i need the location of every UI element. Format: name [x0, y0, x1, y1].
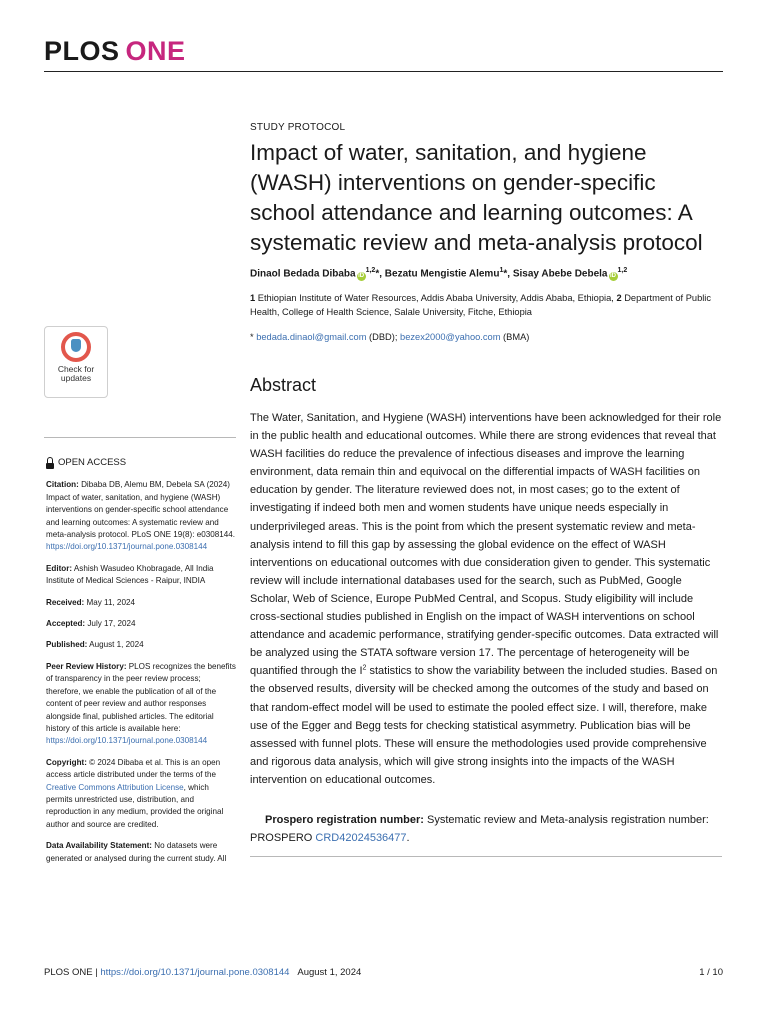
affil-text: Department of Public Health, College of Health Science, Salale University, Fitche, Ethiopia	[250, 293, 712, 317]
check-for-updates-badge[interactable]	[44, 326, 108, 398]
badge-label	[45, 365, 107, 383]
author-name[interactable]: Sisay Abebe Debela	[512, 268, 608, 280]
prospero-end: .	[406, 832, 410, 844]
received-block	[46, 597, 236, 609]
accepted-date: July 17, 2024	[85, 619, 136, 629]
open-access-label	[46, 457, 236, 469]
prospero-link[interactable]: CRD42024536477	[315, 832, 407, 844]
affil-text: Ethiopian Institute of Water Resources, Addis Ababa University, Addis Ababa, Ethiopia,	[257, 293, 614, 303]
data-availability-block	[46, 840, 236, 865]
license-link[interactable]: Creative Commons Attribution License	[46, 782, 184, 792]
article-type: STUDY PROTOCOL	[250, 122, 346, 133]
page-number: 1 / 10	[699, 967, 723, 978]
header-divider	[44, 71, 723, 72]
accepted-label: Accepted:	[46, 619, 86, 629]
logo-one: ONE	[125, 36, 186, 66]
affil-number: 2	[616, 293, 622, 303]
email-initials: (BMA)	[503, 332, 530, 342]
email-initials: (DBD);	[369, 332, 398, 342]
peer-review-link[interactable]: https://doi.org/10.1371/journal.pone.0308144	[46, 736, 208, 746]
copyright-block	[46, 757, 236, 831]
data-availability-text: No datasets were generated or analysed during the current study. All	[46, 841, 227, 863]
copyright-text: , which permits unrestricted use, distribution, and reproduction in any medium, provided the original author and source are credited.	[46, 782, 224, 829]
abstract-heading: Abstract	[250, 375, 317, 395]
affiliations	[250, 292, 720, 319]
peer-review-text: PLOS recognizes the benefits of transparency in the peer review process; therefore, we enable the publication of all of the content of peer review and author responses alongside final, published articles. The editorial history of this article is available here:	[46, 661, 236, 733]
orcid-icon[interactable]: iD	[610, 273, 616, 280]
footer-doi-link[interactable]: https://doi.org/10.1371/journal.pone.0308144	[100, 967, 290, 978]
copyright-text: © 2024 Dibaba et al. This is an open access article distributed under the terms of the	[46, 757, 221, 780]
open-access-text: OPEN ACCESS	[58, 457, 127, 468]
peer-review-block	[46, 661, 236, 748]
editor-label: Editor:	[46, 563, 73, 573]
published-block	[46, 639, 236, 651]
corresponding-star: *	[250, 332, 254, 342]
author-list: Dinaol Bedada Dibaba iD$^{1,2}$*, Bezatu Mengistie Alemu$^1$*, Sisay Abebe Debela iD$^{1,2}$	[250, 267, 628, 280]
orcid-icon[interactable]: iD	[358, 273, 365, 280]
data-availability-label: Data Availability Statement:	[46, 841, 152, 851]
badge-line: updates	[60, 373, 92, 383]
journal-logo	[44, 36, 186, 67]
footer-journal: PLOS ONE	[44, 967, 93, 978]
prospero-text: Systematic review and Meta-analysis registration number: PROSPERO	[250, 814, 709, 844]
author-name[interactable]: Dinaol Bedada Dibaba	[250, 268, 356, 280]
received-label: Received:	[46, 597, 85, 607]
editor-text: Ashish Wasudeo Khobragade, All India Institute of Medical Sciences - Raipur, INDIA	[46, 563, 214, 586]
corresponding-mark: *	[503, 268, 508, 280]
citation-text: Dibaba DB, Alemu BM, Debela SA (2024) Impact of water, sanitation, and hygiene (WASH) interventions on gender-specific school attendance and learning outcomes: A systematic review and meta-analysis protocol. PLoS ONE 19(8): e0308144.	[46, 480, 235, 540]
abstract-divider	[250, 856, 722, 857]
prospero-label: Prospero registration number:	[265, 814, 424, 826]
doi-link[interactable]: https://doi.org/10.1371/journal.pone.0308144	[46, 542, 208, 552]
author-affil-sup: 1,2	[365, 267, 376, 274]
citation-block	[46, 479, 236, 553]
author-name[interactable]: Bezatu Mengistie Alemu	[384, 268, 500, 280]
footer-separator: |	[92, 967, 101, 978]
email-link[interactable]: bedada.dinaol@gmail.com	[256, 332, 367, 342]
badge-line: Check for	[57, 364, 95, 374]
sidebar-divider	[44, 437, 236, 438]
article-info-sidebar	[46, 457, 236, 874]
citation-label: Citation:	[46, 480, 79, 490]
peer-review-label: Peer Review History:	[46, 661, 127, 671]
crossmark-icon	[61, 332, 91, 362]
article-title: Impact of water, sanitation, and hygiene (WASH) interventions on gender-specific school attendance and learning outcomes: A systematic review and meta-analysis protocol	[250, 140, 703, 255]
accepted-block	[46, 618, 236, 630]
copyright-label: Copyright:	[46, 757, 87, 767]
correspondence	[250, 332, 720, 342]
editor-block	[46, 563, 236, 588]
open-lock-icon	[46, 463, 54, 469]
logo-plos: PLOS	[44, 36, 120, 66]
abstract-text: The Water, Sanitation, and Hygiene (WASH) interventions have been acknowledged for their role in the public health and educational outcomes. While there are strong evidences that reveal that WASH facilities do reduce the prevalence of infectious diseases and improve the learning environment, data remain thin and equivocal on the differential impacts of WASH facilities on education by gender. The literature reviewed does not, in most cases; go to the extent of investigating if indeed both men and women students have unique needs especially in underprivileged areas. This is the point from which the present systematic review and meta-analysis intend to fill this gap by assessing the global evidence on the effect of WASH interventions on educational outcomes with due consideration given to gender. This systematic review will include international databases used for the search, such as PubMed, Google Scholar, Web of Science, Europe PubMed Central, and Scopus. Study eligibility will include cross-sectional studies published in English on the impact of WASH interventions on school attendance and academic performance, stratifying gender-specific outcomes. Data extracted will be analyzed using the STATA software version 17. The percentage of heterogeneity will be quantified through the I	[250, 412, 722, 678]
page-footer	[44, 967, 723, 978]
published-label: Published:	[46, 640, 88, 650]
author-affil-sup: 1,2	[617, 267, 628, 274]
footer-date: August 1, 2024	[297, 967, 362, 978]
author-affil-sup: 1	[499, 267, 504, 274]
abstract-body	[250, 409, 722, 789]
corresponding-mark: *	[375, 268, 380, 280]
published-date: August 1, 2024	[87, 640, 144, 650]
received-date: May 11, 2024	[84, 597, 135, 607]
abstract-text: statistics to show the variability between the included studies. Based on the observed results, diversity will be checked among the outcomes of the study and based on that random-effect model will be used to estimate the pooled effect size. I will, therefore, make use of the Egger and Begg tests for checking statistical asymmetry. Publication bias will be assessed with funnel plots. These will ensure the methodologies used provide comprehensive and rigorous data analysis, which will give strong insights into the impacts of the WASH intervention on educational outcomes.	[250, 665, 718, 786]
prospero-registration	[250, 811, 722, 847]
affil-number: 1	[250, 293, 256, 303]
email-link[interactable]: bezex2000@yahoo.com	[400, 332, 501, 342]
superscript: 2	[362, 664, 367, 672]
